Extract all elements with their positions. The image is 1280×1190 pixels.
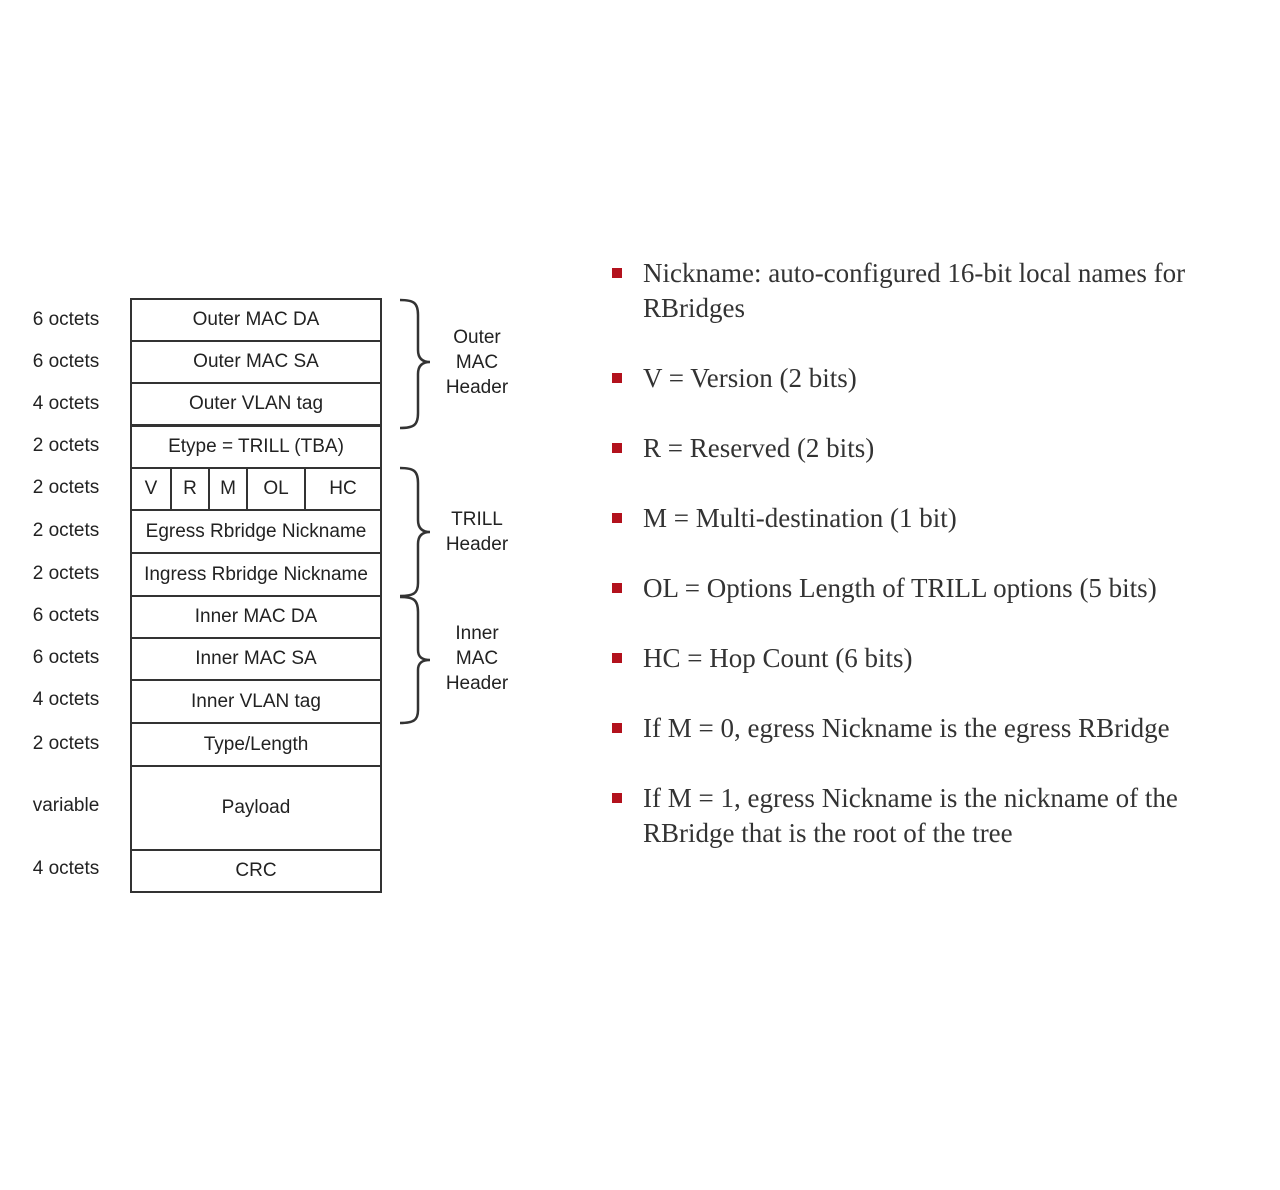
size-label-egress-nickname: 2 octets [32, 520, 100, 541]
bullet-item-m-one [610, 781, 1250, 851]
bullet-text: If M = 0, egress Nickname is the egress RBridge [643, 713, 1170, 743]
size-label-etype: 2 octets [32, 435, 100, 456]
bullet-item-version [610, 361, 1250, 396]
bullet-text: If M = 1, egress Nickname is the nickname of the RBridge that is the root of the tree [643, 783, 1178, 848]
bullet-item-multi-destination [610, 501, 1250, 536]
group-label-inner-mac-header [417, 621, 537, 696]
bullet-item-reserved [610, 431, 1250, 466]
bullet-square-icon [612, 723, 622, 733]
field-etype: Etype = TRILL (TBA) [130, 425, 382, 469]
group-label-line: Header [445, 534, 509, 555]
size-label-type-length: 2 octets [32, 733, 100, 754]
size-label-outer-mac-da: 6 octets [32, 309, 100, 330]
bullet-text: HC = Hop Count (6 bits) [643, 643, 913, 673]
field-inner-vlan-tag: Inner VLAN tag [130, 679, 382, 724]
field-trill-flags [130, 467, 382, 511]
bullet-item-hop-count [610, 641, 1250, 676]
group-label-line: MAC [455, 648, 499, 669]
bullet-square-icon [612, 373, 622, 383]
size-label-flags: 2 octets [32, 477, 100, 498]
field-outer-vlan-tag: Outer VLAN tag [130, 382, 382, 426]
field-outer-mac-sa: Outer MAC SA [130, 340, 382, 384]
field-ingress-nickname: Ingress Rbridge Nickname [130, 552, 382, 597]
field-payload: Payload [130, 765, 382, 851]
field-inner-mac-da: Inner MAC DA [130, 595, 382, 639]
bullet-square-icon [612, 443, 622, 453]
size-label-payload: variable [32, 795, 100, 816]
group-label-line: Outer [453, 327, 501, 348]
size-label-ingress-nickname: 2 octets [32, 563, 100, 584]
group-label-outer-mac-header [417, 325, 537, 400]
size-label-inner-mac-da: 6 octets [32, 605, 100, 626]
bullet-square-icon [612, 653, 622, 663]
flag-hop-count: HC [304, 469, 380, 509]
group-label-line: Header [445, 673, 509, 694]
group-label-line: MAC [455, 352, 499, 373]
bullet-text: M = Multi-destination (1 bit) [643, 503, 957, 533]
size-label-inner-vlan-tag: 4 octets [32, 689, 100, 710]
bullet-square-icon [612, 583, 622, 593]
field-egress-nickname: Egress Rbridge Nickname [130, 509, 382, 554]
size-label-outer-vlan-tag: 4 octets [32, 393, 100, 414]
bullet-square-icon [612, 793, 622, 803]
group-label-line: Header [445, 377, 509, 398]
size-label-crc: 4 octets [32, 858, 100, 879]
group-label-line: Inner [455, 623, 499, 644]
flag-version: V [144, 478, 158, 499]
field-inner-mac-sa: Inner MAC SA [130, 637, 382, 681]
bullet-text: Nickname: auto-configured 16-bit local names for RBridges [643, 258, 1186, 323]
bullet-text: R = Reserved (2 bits) [643, 433, 875, 463]
size-label-outer-mac-sa: 6 octets [32, 351, 100, 372]
field-type-length: Type/Length [130, 722, 382, 767]
bullet-item-nickname [610, 256, 1250, 326]
bullet-text: V = Version (2 bits) [643, 363, 857, 393]
bullet-item-m-zero [610, 711, 1250, 746]
size-label-inner-mac-sa: 6 octets [32, 647, 100, 668]
bullet-square-icon [612, 268, 622, 278]
bullet-text: OL = Options Length of TRILL options (5 bits) [643, 573, 1157, 603]
group-label-line: TRILL [451, 509, 503, 530]
field-outer-mac-da: Outer MAC DA [130, 298, 382, 342]
group-label-trill-header [417, 507, 537, 557]
flag-multi-destination: M [208, 469, 246, 509]
bullet-item-options-length [610, 571, 1250, 606]
definitions-list [610, 256, 1250, 886]
flag-reserved: R [170, 469, 208, 509]
field-crc: CRC [130, 849, 382, 893]
bullet-square-icon [612, 513, 622, 523]
flag-options-length: OL [246, 469, 304, 509]
